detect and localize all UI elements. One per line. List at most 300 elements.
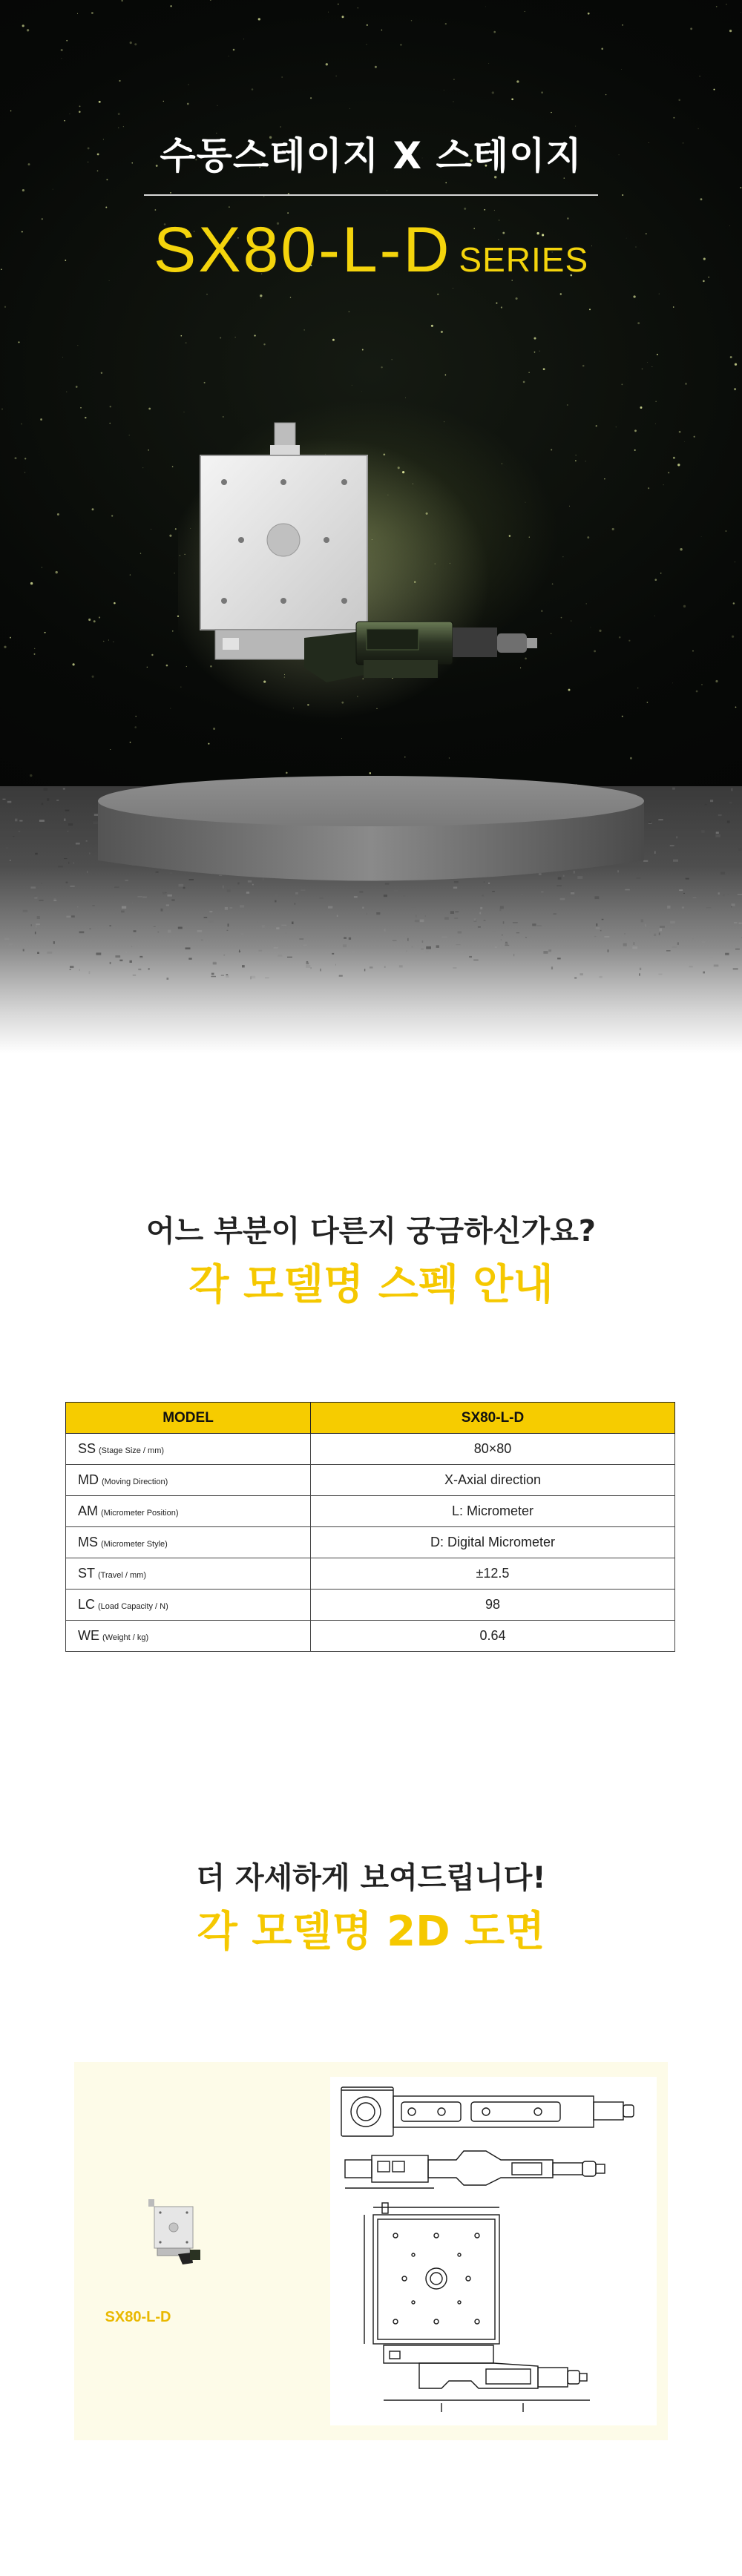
star xyxy=(258,18,260,20)
ground-speck xyxy=(384,929,386,932)
hero-model-code: SX80-L-D xyxy=(153,214,452,286)
star xyxy=(488,63,489,64)
ground-speck xyxy=(654,934,656,937)
star xyxy=(690,27,692,30)
ground-speck xyxy=(633,942,635,945)
star xyxy=(367,24,368,26)
star xyxy=(621,69,622,70)
technical-drawing-icon xyxy=(330,2077,657,2425)
ground-speck xyxy=(639,973,640,975)
table-row xyxy=(66,1465,675,1496)
star xyxy=(619,636,621,639)
ground-speck xyxy=(47,798,49,801)
star xyxy=(715,680,718,682)
star xyxy=(111,515,113,516)
ground-speck xyxy=(632,946,637,949)
star xyxy=(362,349,364,351)
star xyxy=(103,641,105,642)
ground-speck xyxy=(228,923,229,926)
spec-desc: (Moving Direction) xyxy=(102,1478,168,1486)
ground-speck xyxy=(623,943,627,946)
star xyxy=(453,79,455,80)
star xyxy=(142,467,143,468)
star xyxy=(714,89,715,90)
star xyxy=(692,650,694,652)
star xyxy=(441,331,443,333)
star xyxy=(612,528,614,530)
ground-speck xyxy=(480,907,482,909)
ground-speck xyxy=(68,862,69,864)
spec-value: ±12.5 xyxy=(311,1558,675,1590)
spec-abbr: LC xyxy=(78,1597,96,1612)
hero-title: 수동스테이지 X 스테이지 xyxy=(160,134,582,177)
ground-speck xyxy=(66,882,68,883)
drawing-section-title: 각 모델명 2D 도면 xyxy=(197,1908,545,1956)
ground-speck xyxy=(110,962,111,964)
star xyxy=(587,536,589,538)
star xyxy=(594,650,596,652)
star xyxy=(437,294,439,295)
star xyxy=(310,97,312,99)
star xyxy=(101,372,102,374)
star xyxy=(733,602,735,605)
star xyxy=(121,0,122,1)
ground-speck xyxy=(557,958,561,959)
ground-speck xyxy=(640,968,641,970)
ground-speck xyxy=(734,922,738,923)
ground-speck xyxy=(89,928,91,929)
star xyxy=(622,24,623,26)
star xyxy=(596,425,597,426)
star xyxy=(66,40,68,42)
star xyxy=(91,12,93,14)
ground-speck xyxy=(453,967,456,969)
ground-speck xyxy=(658,974,662,975)
ground-speck xyxy=(42,803,43,806)
ground-speck xyxy=(460,951,464,952)
ground-speck xyxy=(56,800,59,801)
ground-speck xyxy=(426,950,430,952)
spec-abbr: MD xyxy=(78,1472,99,1487)
ground-speck xyxy=(376,912,380,915)
ground-speck xyxy=(738,848,742,851)
star xyxy=(464,208,466,210)
star xyxy=(135,716,136,717)
ground-speck xyxy=(454,918,458,919)
ground-speck xyxy=(689,966,693,967)
star xyxy=(516,80,519,82)
star xyxy=(647,702,649,703)
star xyxy=(187,103,189,105)
star xyxy=(281,76,283,78)
ground-speck xyxy=(718,892,720,895)
ground-speck xyxy=(87,871,88,873)
star xyxy=(155,209,157,211)
star xyxy=(672,683,673,684)
star xyxy=(411,20,413,22)
ground-speck xyxy=(227,930,229,931)
star xyxy=(22,24,24,27)
ground-speck xyxy=(594,936,596,937)
star xyxy=(10,637,11,639)
star xyxy=(45,632,46,633)
star xyxy=(40,418,42,421)
star xyxy=(172,466,174,467)
star xyxy=(79,111,81,113)
ground-speck xyxy=(23,910,27,912)
star xyxy=(130,42,132,44)
ground-speck xyxy=(600,930,602,932)
star xyxy=(342,16,344,18)
ground-speck xyxy=(649,932,651,933)
table-row xyxy=(66,1558,675,1590)
star xyxy=(588,13,590,15)
ground-speck xyxy=(171,899,174,901)
ground-speck xyxy=(89,852,90,854)
ground-speck xyxy=(692,938,694,939)
star xyxy=(586,603,587,604)
star xyxy=(621,383,623,385)
ground-speck xyxy=(294,903,295,904)
ground-speck xyxy=(63,788,65,790)
ground-speck xyxy=(548,949,551,952)
ground-speck xyxy=(201,939,203,941)
star xyxy=(605,94,606,95)
ground-speck xyxy=(706,907,711,908)
star xyxy=(511,98,513,100)
star xyxy=(630,757,632,760)
star xyxy=(730,356,732,358)
ground-speck xyxy=(649,822,651,823)
ground-speck xyxy=(188,958,191,959)
ground-speck xyxy=(701,830,705,833)
star xyxy=(130,742,131,743)
star xyxy=(217,105,218,106)
ground-speck xyxy=(19,831,21,832)
ground-speck xyxy=(679,889,683,891)
ground-speck xyxy=(92,905,95,906)
spec-key xyxy=(66,1558,311,1590)
star xyxy=(290,297,292,298)
ground-speck xyxy=(53,900,56,901)
star xyxy=(431,325,433,327)
ground-speck xyxy=(204,917,208,918)
star xyxy=(543,368,545,370)
star xyxy=(4,306,6,308)
star xyxy=(210,0,211,1)
ground-speck xyxy=(596,923,597,926)
ground-speck xyxy=(411,946,413,948)
star xyxy=(1,409,3,410)
ground-speck xyxy=(225,907,228,910)
spec-desc: (Micrometer Position) xyxy=(101,1509,179,1518)
table-row xyxy=(66,1527,675,1558)
star xyxy=(633,295,635,297)
star xyxy=(105,206,107,208)
ground-speck xyxy=(125,952,127,953)
star xyxy=(604,478,605,479)
ground-speck xyxy=(474,918,476,920)
ground-speck xyxy=(436,945,439,948)
star xyxy=(328,12,329,13)
spec-header-value: SX80-L-D xyxy=(311,1403,675,1434)
ground-speck xyxy=(710,955,713,958)
ground-speck xyxy=(265,977,269,978)
spec-key xyxy=(66,1527,311,1558)
spec-desc: (Weight / kg) xyxy=(102,1633,149,1642)
ground-speck xyxy=(416,915,417,918)
spec-desc: (Load Capacity / N) xyxy=(98,1602,168,1611)
star xyxy=(683,605,686,607)
spec-value: L: Micrometer xyxy=(311,1496,675,1527)
spec-table-header xyxy=(66,1403,675,1434)
star xyxy=(648,487,649,489)
ground-speck xyxy=(426,946,431,949)
ground-speck xyxy=(732,903,735,906)
star xyxy=(64,120,65,122)
table-row xyxy=(66,1496,675,1527)
star xyxy=(400,45,401,46)
ground-speck xyxy=(425,915,426,917)
star xyxy=(61,49,63,51)
ground-speck xyxy=(332,953,334,955)
spec-desc: (Travel / mm) xyxy=(98,1571,146,1580)
star xyxy=(92,508,94,510)
star xyxy=(679,431,681,433)
ground-speck xyxy=(370,966,373,968)
star xyxy=(134,726,137,728)
ground-speck xyxy=(500,906,504,909)
spec-section-subtitle: 어느 부분이 다른지 궁금하신가요? xyxy=(146,1214,596,1248)
ground-speck xyxy=(96,952,101,955)
ground-speck xyxy=(77,906,78,907)
star xyxy=(110,749,111,750)
table-row xyxy=(66,1590,675,1621)
ground-speck xyxy=(71,915,75,918)
star xyxy=(361,391,362,392)
ground-speck xyxy=(64,819,65,821)
star xyxy=(628,640,630,642)
star xyxy=(88,619,91,621)
star xyxy=(186,342,187,343)
ground-speck xyxy=(732,788,733,791)
star xyxy=(663,484,664,485)
star xyxy=(528,372,529,373)
ground-speck xyxy=(4,938,9,940)
ground-speck xyxy=(456,944,460,945)
star xyxy=(622,716,623,717)
ground-speck xyxy=(65,810,70,811)
ground-speck xyxy=(422,941,424,943)
ground-speck xyxy=(473,960,479,961)
star xyxy=(92,676,94,678)
star xyxy=(735,363,737,366)
ground-speck xyxy=(604,936,609,938)
ground-speck xyxy=(35,896,37,897)
ground-speck xyxy=(86,840,88,842)
ground-speck xyxy=(47,952,52,954)
star xyxy=(10,111,12,112)
star xyxy=(445,182,447,184)
spec-value: D: Digital Micrometer xyxy=(311,1527,675,1558)
star xyxy=(255,335,256,336)
ground-speck xyxy=(492,930,496,931)
ground-speck xyxy=(607,956,608,957)
spec-table xyxy=(65,1402,675,1652)
ground-speck xyxy=(122,906,126,909)
ground-speck xyxy=(715,834,720,837)
ground-speck xyxy=(306,963,309,965)
ground-speck xyxy=(738,894,742,895)
ground-speck xyxy=(121,911,125,913)
ground-speck xyxy=(262,925,265,928)
star xyxy=(501,306,502,308)
star xyxy=(169,535,171,537)
star xyxy=(694,436,695,438)
ground-speck xyxy=(718,814,722,816)
ground-speck xyxy=(19,820,22,822)
display-pedestal xyxy=(95,771,647,897)
spec-abbr: SS xyxy=(78,1441,96,1456)
ground-speck xyxy=(660,926,665,928)
ground-speck xyxy=(343,944,347,947)
star xyxy=(229,206,230,208)
star xyxy=(114,602,116,605)
star xyxy=(449,757,450,758)
ground-speck xyxy=(513,954,514,957)
star xyxy=(366,44,367,45)
ground-speck xyxy=(23,949,24,951)
thumbnail-model-label: SX80-L-D xyxy=(105,2309,171,2325)
ground-speck xyxy=(415,920,420,922)
ground-speck xyxy=(275,900,276,903)
star xyxy=(673,306,674,308)
star xyxy=(534,352,536,353)
ground-speck xyxy=(7,847,8,850)
ground-speck xyxy=(659,932,660,935)
star xyxy=(30,582,33,584)
ground-speck xyxy=(54,898,56,899)
star xyxy=(61,58,62,59)
star xyxy=(735,707,737,708)
star xyxy=(170,192,171,194)
ground-speck xyxy=(39,820,45,822)
ground-speck xyxy=(58,866,63,868)
product-thumbnail-icon xyxy=(74,2198,200,2294)
ground-speck xyxy=(580,973,583,975)
ground-speck xyxy=(76,843,80,844)
star xyxy=(655,401,656,402)
ground-speck xyxy=(319,898,324,899)
ground-speck xyxy=(682,906,684,908)
ground-speck xyxy=(130,961,132,963)
ground-speck xyxy=(209,920,214,923)
star xyxy=(170,5,171,7)
ground-speck xyxy=(166,904,169,906)
ground-speck xyxy=(257,921,258,923)
ground-speck xyxy=(148,968,150,970)
star xyxy=(172,630,173,631)
ground-speck xyxy=(13,836,15,837)
ground-speck xyxy=(672,946,677,948)
star xyxy=(381,30,383,31)
ground-speck xyxy=(250,976,251,979)
ground-speck xyxy=(197,930,203,932)
ground-speck xyxy=(600,976,603,978)
ground-speck xyxy=(469,956,472,958)
ground-speck xyxy=(683,893,685,894)
star xyxy=(654,579,657,581)
star xyxy=(57,513,59,515)
ground-speck xyxy=(501,940,502,941)
ground-speck xyxy=(393,940,397,941)
ground-speck xyxy=(242,965,245,967)
star xyxy=(56,571,58,573)
ground-speck xyxy=(602,919,604,920)
ground-speck xyxy=(258,950,262,952)
ground-speck xyxy=(672,788,675,790)
ground-speck xyxy=(306,965,310,968)
star xyxy=(163,101,164,102)
star xyxy=(601,47,603,50)
star xyxy=(180,335,182,337)
ground-speck xyxy=(412,904,415,907)
star xyxy=(4,646,6,648)
ground-speck xyxy=(278,955,282,957)
star xyxy=(685,383,687,385)
ground-speck xyxy=(213,962,217,964)
ground-speck xyxy=(495,946,497,948)
ground-speck xyxy=(551,966,553,969)
ground-speck xyxy=(344,937,347,939)
ground-speck xyxy=(35,853,38,855)
star xyxy=(93,620,96,622)
star xyxy=(15,457,17,459)
ground-speck xyxy=(310,967,312,969)
star xyxy=(252,88,254,90)
star xyxy=(700,198,703,200)
ground-speck xyxy=(299,938,303,939)
star xyxy=(516,297,518,300)
ground-speck xyxy=(43,788,47,791)
star xyxy=(338,4,339,5)
ground-speck xyxy=(543,951,548,954)
star xyxy=(110,423,111,424)
ground-speck xyxy=(420,920,424,923)
ground-speck xyxy=(178,927,183,929)
star xyxy=(34,648,35,649)
star xyxy=(701,536,702,537)
ground-speck xyxy=(458,931,462,933)
ground-speck xyxy=(161,909,163,912)
ground-speck xyxy=(320,969,321,972)
spec-abbr: MS xyxy=(78,1535,98,1549)
ground-speck xyxy=(727,820,730,823)
star xyxy=(80,407,82,409)
spec-header-key: MODEL xyxy=(66,1403,311,1434)
ground-speck xyxy=(186,947,191,949)
ground-speck xyxy=(131,946,132,947)
ground-speck xyxy=(211,973,214,975)
star xyxy=(699,76,700,77)
star xyxy=(652,366,653,367)
star xyxy=(668,472,669,473)
ground-speck xyxy=(37,916,40,919)
star xyxy=(375,66,377,68)
star xyxy=(734,388,736,390)
spec-key xyxy=(66,1465,311,1496)
ground-speck xyxy=(303,945,307,946)
